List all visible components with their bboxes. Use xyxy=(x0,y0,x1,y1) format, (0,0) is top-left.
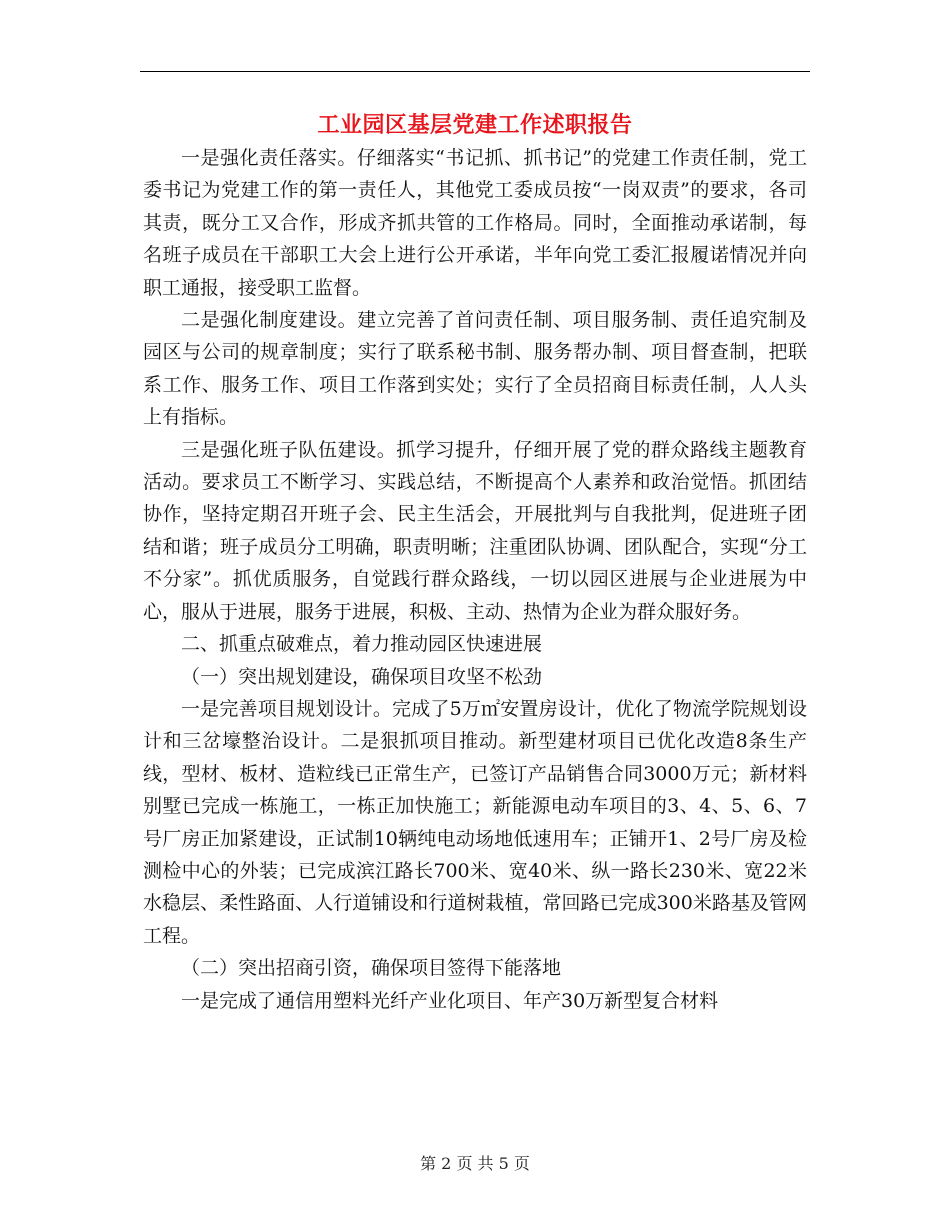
subsection-heading: （一）突出规划建设，确保项目攻坚不松劲 xyxy=(181,665,543,688)
page-number: 第 2 页 共 5 页 xyxy=(420,1154,530,1173)
header-rule xyxy=(140,71,810,72)
paragraph: 二是强化制度建设。建立完善了首问责任制、项目服务制、责任追究制及园区与公司的规章制度；实行了联系秘书制、服务帮办制、项目督查制，把联系工作、服务工作、项目工作落到实处；实行了全员招商目标责任制，人人头上有指标。 xyxy=(143,309,807,429)
paragraph: 三是强化班子队伍建设。抓学习提升，仔细开展了党的群众路线主题教育活动。要求员工不断学习、实践总结，不断提高个人素养和政治觉悟。抓团结协作，坚持定期召开班子会、民主生活会，开展批判与自我批判，促进班子团结和谐；班子成员分工明确，职责明晰；注重团队协调、团队配合，实现“分工不分家”。抓优质服务，自觉践行群众路线，一切以园区进展与企业进展为中心，服从于进展，服务于进展，积极、主动、热情为企业为群众服好务。 xyxy=(143,438,807,623)
paragraph: 一是完善项目规划设计。完成了5万㎡安置房设计，优化了物流学院规划设计和三岔壕整治设计。二是狠抓项目推动。新型建材项目已优化改造8条生产线，型材、板材、造粒线已正常生产，已签订产品销售合同3000万元；新材料别墅已完成一栋施工，一栋正加快施工；新能源电动车项目的3、4、5、6、7号厂房正加紧建设，正试制10辆纯电动场地低速用车；正铺开1、2号厂房及检测检中心的外装；已完成滨江路长700米、宽40米、纵一路长230米、宽22米水稳层、柔性路面、人行道铺设和行道树栽植，常回路已完成300米路基及管网工程。 xyxy=(143,697,807,947)
paragraph: 一是完成了通信用塑料光纤产业化项目、年产30万新型复合材料 xyxy=(181,989,719,1012)
document-title: 工业园区基层党建工作述职报告 xyxy=(317,112,633,138)
section-heading: 二、抓重点破难点，着力推动园区快速进展 xyxy=(181,633,543,656)
paragraph: 一是强化责任落实。仔细落实“书记抓、抓书记”的党建工作责任制，党工委书记为党建工作的第一责任人，其他党工委成员按“一岗双责”的要求，各司其责，既分工又合作，形成齐抓共管的工作格局。同时，全面推动承诺制，每名班子成员在干部职工大会上进行公开承诺，半年向党工委汇报履诺情况并向职工通报，接受职工监督。 xyxy=(143,147,807,299)
document-body xyxy=(143,142,807,1017)
subsection-heading: （二）突出招商引资，确保项目签得下能落地 xyxy=(181,957,562,980)
